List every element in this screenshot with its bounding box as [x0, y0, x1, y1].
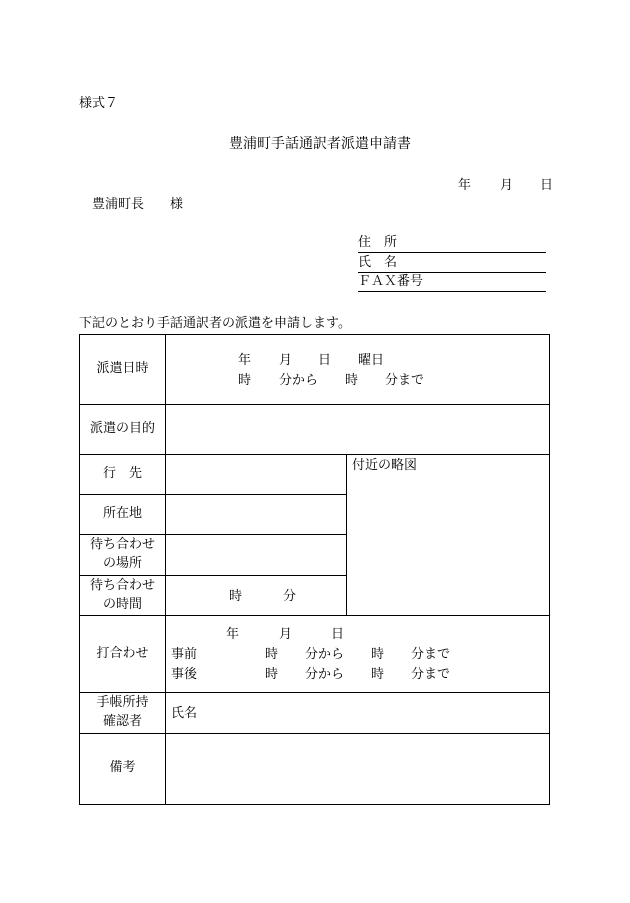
meeting-time-minute: 分: [283, 589, 297, 604]
dispatch-hour-from: 時: [238, 373, 252, 388]
arrangement-after-hour-to: 時: [371, 667, 385, 682]
date-month: 月: [500, 178, 514, 193]
arrangement-after-hour: 時: [265, 667, 279, 682]
arrangement-label: 打合わせ: [96, 645, 149, 661]
form-number: 様式７: [79, 96, 119, 111]
map-area[interactable]: [347, 475, 548, 615]
arrangement-day: 日: [331, 627, 345, 642]
arrangement-year: 年: [226, 627, 240, 642]
location-field[interactable]: [166, 495, 346, 534]
name-label: 氏 名: [358, 255, 398, 270]
dispatch-day: 日: [318, 353, 332, 368]
arrangement-month: 月: [279, 627, 293, 642]
dispatch-hour-to: 時: [345, 373, 359, 388]
dispatch-month: 月: [279, 353, 293, 368]
arrangement-before-label: 事前: [171, 647, 198, 662]
addressee: 豊浦町長 様: [92, 197, 184, 212]
handbook-name-label: 氏名: [171, 706, 198, 721]
meeting-place-label-line2: の場所: [102, 556, 142, 571]
arrangement-before-minute-from: 分から: [305, 647, 345, 662]
dispatch-weekday: 曜日: [358, 353, 385, 368]
handbook-label-line2: 確認者: [102, 714, 142, 729]
handbook-label-line1: 手帳所持: [96, 695, 149, 711]
handbook-label: [80, 693, 165, 733]
fax-label: ＦＡＸ番号: [358, 274, 424, 289]
intro-text: 下記のとおり手話通訳者の派遣を申請します。: [79, 316, 351, 331]
dispatch-minute-from: 分から: [279, 373, 319, 388]
arrangement-before-minute-to: 分まで: [411, 647, 451, 662]
arrangement-before-hour: 時: [265, 647, 279, 662]
purpose-label: 派遣の目的: [89, 421, 155, 437]
handbook-name-field[interactable]: [200, 694, 548, 733]
arrangement-after-label: 事後: [171, 667, 198, 682]
remarks-field[interactable]: [166, 734, 548, 803]
arrangement-after-minute-to: 分まで: [411, 667, 451, 682]
dispatch-minute-to: 分まで: [385, 373, 425, 388]
meeting-time-hour: 時: [229, 589, 243, 604]
purpose-field[interactable]: [166, 405, 548, 454]
arrangement-after-minute-from: 分から: [305, 667, 345, 682]
arrangement-before-hour-to: 時: [371, 647, 385, 662]
meeting-place-field[interactable]: [166, 535, 346, 575]
meeting-time-label-line1: 待ち合わせ: [89, 577, 155, 593]
destination-field[interactable]: [166, 455, 346, 494]
document-title: 豊浦町手話通訳者派遣申請書: [229, 136, 411, 152]
dispatch-year: 年: [238, 353, 252, 368]
dispatch-datetime-label: 派遣日時: [96, 361, 149, 377]
location-label: 所在地: [102, 506, 142, 522]
destination-label: 行 先: [102, 466, 142, 482]
meeting-place-label: [80, 535, 165, 575]
meeting-place-label-line1: 待ち合わせ: [89, 537, 155, 553]
meeting-time-label: [80, 576, 165, 615]
date-day: 日: [540, 178, 554, 193]
remarks-label: 備考: [109, 760, 136, 776]
date-year: 年: [458, 178, 472, 193]
address-label: 住 所: [358, 235, 398, 250]
meeting-time-label-line2: の時間: [102, 596, 142, 612]
map-label: 付近の略図: [352, 458, 418, 473]
